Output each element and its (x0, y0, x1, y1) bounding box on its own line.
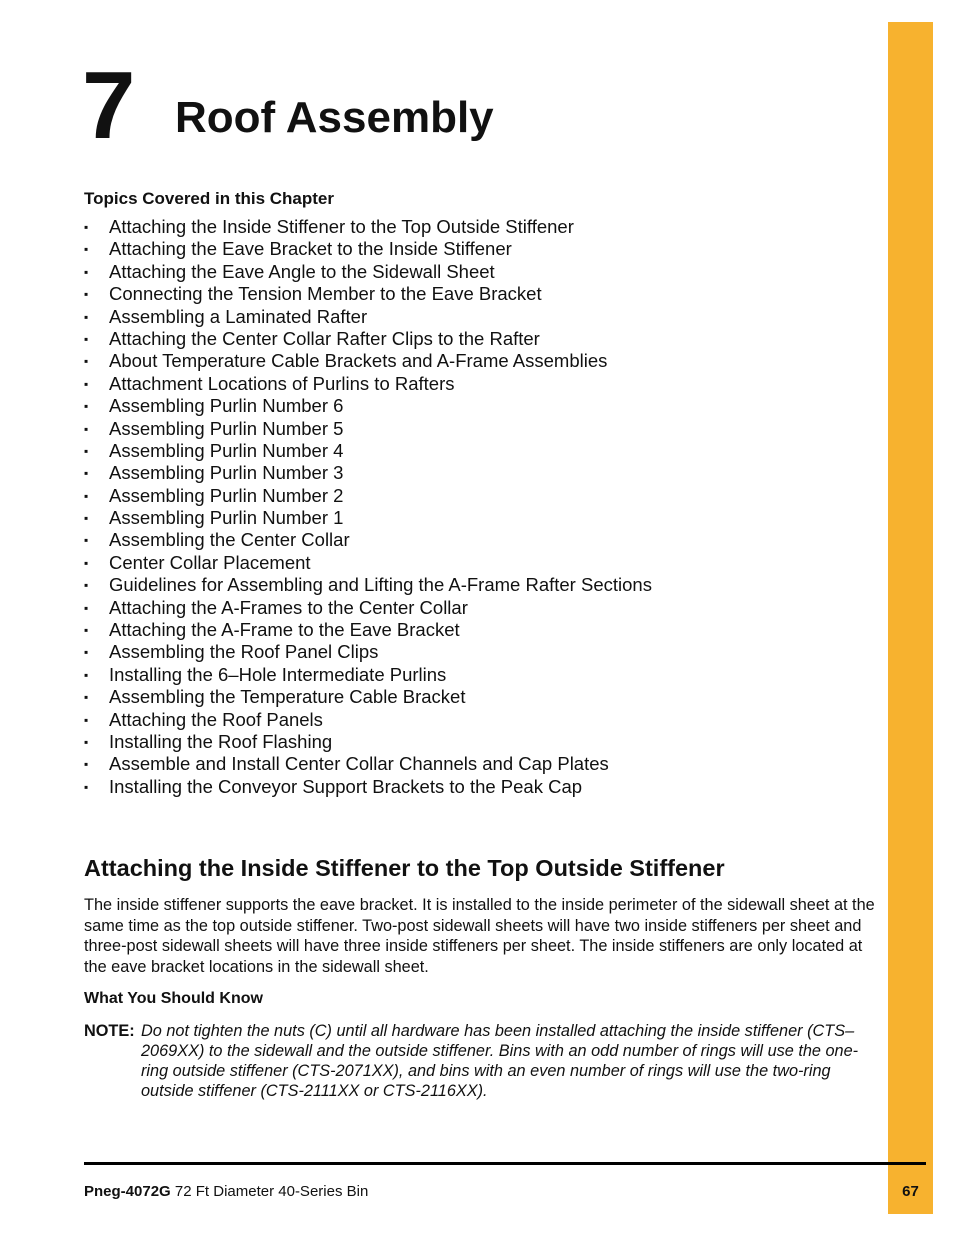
topic-label: Installing the 6–Hole Intermediate Purlins (109, 663, 447, 685)
topic-item (84, 238, 652, 260)
bullet-icon: ▪ (84, 466, 89, 481)
bullet-icon: ▪ (84, 690, 89, 705)
topic-label: Attachment Locations of Purlins to Rafters (109, 372, 455, 394)
topic-item (84, 552, 652, 574)
topic-label: Attaching the Eave Bracket to the Inside Stiffener (109, 238, 512, 260)
topic-item (84, 283, 652, 305)
topic-label: Assembling the Temperature Cable Bracket (109, 686, 466, 708)
topic-item (84, 216, 652, 238)
topic-item (84, 709, 652, 731)
topic-item (84, 776, 652, 798)
topic-item (84, 753, 652, 775)
topic-item (84, 395, 652, 417)
bullet-icon: ▪ (84, 511, 89, 526)
topic-item (84, 619, 652, 641)
bullet-icon: ▪ (84, 242, 89, 257)
topic-label: Assembling the Roof Panel Clips (109, 641, 379, 663)
section-paragraph: The inside stiffener supports the eave bracket. It is installed to the inside perimeter of the sidewall sheet at the same time as the top outside stiffener. Two-post sidewall sheets will have two inside stiffeners per sheet and three-post sidewall sheets will have three inside stiffeners per sheet. The inside stiffeners are only located at the eave bracket locations in the sidewall sheet. (84, 896, 875, 976)
topic-item (84, 261, 652, 283)
bullet-icon: ▪ (84, 667, 89, 682)
section-title: Attaching the Inside Stiffener to the Top Outside Stiffener (84, 855, 725, 881)
topic-label: Guidelines for Assembling and Lifting the A-Frame Rafter Sections (109, 574, 652, 596)
topic-item (84, 462, 652, 484)
topic-item (84, 485, 652, 507)
note-label: NOTE: (84, 1022, 135, 1040)
topic-label: Installing the Conveyor Support Brackets to the Peak Cap (109, 775, 583, 797)
topic-item (84, 306, 652, 328)
bullet-icon: ▪ (84, 287, 89, 302)
bullet-icon: ▪ (84, 488, 89, 503)
bullet-icon: ▪ (84, 779, 89, 794)
topic-item (84, 507, 652, 529)
topic-label: Connecting the Tension Member to the Eave Bracket (109, 283, 542, 305)
bullet-icon: ▪ (84, 533, 89, 548)
bullet-icon: ▪ (84, 645, 89, 660)
chapter-side-tab (888, 22, 933, 1214)
topic-label: About Temperature Cable Brackets and A-Frame Assemblies (109, 350, 608, 372)
bullet-icon: ▪ (84, 443, 89, 458)
topic-item (84, 731, 652, 753)
topic-label: Attaching the Eave Angle to the Sidewall Sheet (109, 260, 495, 282)
note-text: Do not tighten the nuts (C) until all hardware has been installed attaching the inside stiffener (CTS–2069XX) to the sidewall and the outside stiffener. Bins with an odd number of rings will use the one-ring outside stiffener (CTS-2071XX), and bins with an even number of rings will use the two-ring outside stiffener (CTS-2111XX or CTS-2116XX). (141, 1022, 859, 1100)
footer-doc-title: 72 Ft Diameter 40-Series Bin (174, 1183, 369, 1200)
topic-item (84, 440, 652, 462)
bullet-icon: ▪ (84, 757, 89, 772)
topic-label: Assembling a Laminated Rafter (109, 305, 368, 327)
topic-item (84, 597, 652, 619)
topic-label: Attaching the Inside Stiffener to the Top Outside Stiffener (109, 216, 574, 237)
bullet-icon: ▪ (84, 600, 89, 615)
bullet-icon: ▪ (84, 421, 89, 436)
topic-label: Attaching the Center Collar Rafter Clips to the Rafter (109, 327, 540, 349)
topic-label: Attaching the A-Frames to the Center Collar (109, 596, 468, 618)
topic-label: Assembling Purlin Number 5 (109, 417, 344, 439)
page-number: 67 (902, 1183, 919, 1200)
topic-label: Assembling the Center Collar (109, 529, 350, 551)
bullet-icon: ▪ (84, 220, 89, 234)
bullet-icon: ▪ (84, 734, 89, 749)
topic-item (84, 529, 652, 551)
topic-item (84, 664, 652, 686)
topic-item (84, 373, 652, 395)
bullet-icon: ▪ (84, 376, 89, 391)
bullet-icon: ▪ (84, 354, 89, 369)
topic-label: Assembling Purlin Number 6 (109, 395, 344, 417)
what-you-should-know-heading: What You Should Know (84, 990, 263, 1007)
topic-label: Assembling Purlin Number 3 (109, 462, 344, 484)
topic-label: Assembling Purlin Number 4 (109, 439, 344, 461)
topics-heading: Topics Covered in this Chapter (84, 189, 335, 208)
bullet-icon: ▪ (84, 309, 89, 324)
bullet-icon: ▪ (84, 331, 89, 346)
topic-item (84, 418, 652, 440)
chapter-number: 7 (82, 52, 136, 159)
bullet-icon: ▪ (84, 623, 89, 638)
topic-item (84, 641, 652, 663)
topic-label: Assemble and Install Center Collar Channels and Cap Plates (109, 753, 609, 775)
footer-rule (84, 1162, 926, 1165)
topic-label: Assembling Purlin Number 2 (109, 484, 344, 506)
topic-label: Installing the Roof Flashing (109, 730, 333, 752)
bullet-icon: ▪ (84, 712, 89, 727)
topic-item (84, 350, 652, 372)
footer-doc-id: Pneg-4072G (84, 1183, 171, 1200)
topics-list (84, 216, 652, 798)
bullet-icon: ▪ (84, 555, 89, 570)
chapter-title: Roof Assembly (175, 93, 494, 142)
note-block (84, 1021, 884, 1101)
topic-item (84, 328, 652, 350)
footer-document (84, 1183, 368, 1200)
bullet-icon: ▪ (84, 264, 89, 279)
topic-item (84, 686, 652, 708)
topic-label: Center Collar Placement (109, 551, 311, 573)
bullet-icon: ▪ (84, 399, 89, 414)
topic-label: Attaching the Roof Panels (109, 708, 323, 730)
bullet-icon: ▪ (84, 578, 89, 593)
topic-label: Attaching the A-Frame to the Eave Bracket (109, 619, 460, 641)
topic-item (84, 574, 652, 596)
topic-label: Assembling Purlin Number 1 (109, 507, 344, 529)
